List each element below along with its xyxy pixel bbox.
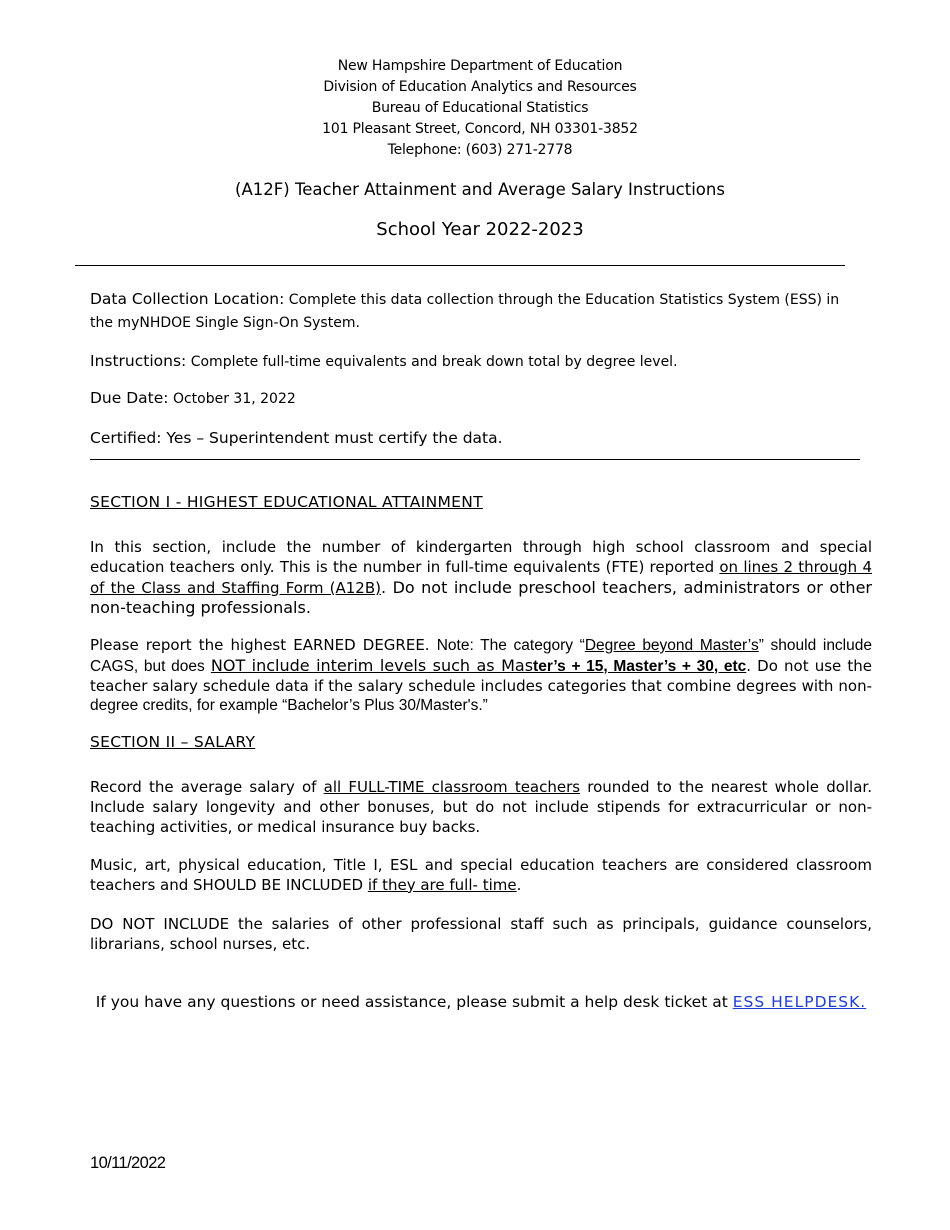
division-name: Division of Education Analytics and Resources	[323, 79, 637, 95]
p2-text-h: degree credits, for example “Bachelor’s Plus 30/Master's.”	[90, 697, 488, 715]
section-2-paragraph-3: DO NOT INCLUDE the salaries of other professional staff such as principals, guidance counselors, librarians, school nurses, etc.	[90, 915, 872, 953]
p2-text-a: Please report the highest EARNED DEGREE.	[90, 636, 430, 654]
p2-exclusion-a: NOT include interim levels such as Mas	[210, 655, 534, 675]
p2-text-d: ” should include CAGS, but does	[90, 637, 872, 675]
p3-text-b: rounded to the nearest whole dollar. Include salary longevity and other bonuses, but do not include stipends for extracurricular or non-teaching activities, or medical insurance buy backs.	[90, 778, 872, 836]
divider-meta	[90, 459, 860, 460]
due-date-text: October 31, 2022	[172, 391, 296, 407]
help-line	[0, 993, 950, 1011]
p4-text-a: Music, art, physical education, Title I, ESL and special education teachers are considered classroom teachers and SHOULD BE INCLUDED	[90, 856, 872, 894]
instructions-label: Instructions:	[90, 352, 187, 370]
p3-text-a: Record the average salary of	[90, 778, 317, 796]
footer-date: 10/11/2022	[90, 1154, 166, 1172]
p2-exclusion-b: ter’s + 15, Master’s + 30, etc	[533, 657, 747, 675]
divider-top	[75, 265, 845, 266]
data-collection-location	[90, 288, 850, 335]
address: 101 Pleasant Street, Concord, NH 03301-3852	[322, 121, 638, 137]
location-label: Data Collection Location:	[90, 290, 285, 308]
telephone: Telephone: (603) 271-2778	[387, 142, 573, 158]
p2-category-name: Degree beyond Master’s	[584, 637, 759, 654]
p4-underlined: if they are full- time	[367, 875, 517, 894]
p3-underlined: all FULL-TIME classroom teachers	[323, 778, 581, 796]
instructions	[90, 350, 850, 374]
certified-text: Yes – Superintendent must certify the data.	[166, 429, 503, 447]
p1-form-reference: on lines 2 through 4 of the Class and Staffing Form (A12B)	[90, 557, 872, 597]
section-1-paragraph-2	[90, 636, 872, 716]
due-date-label: Due Date:	[90, 389, 169, 407]
p4-text-b: .	[516, 875, 522, 894]
org-name: New Hampshire Department of Education	[337, 58, 623, 74]
section-2-paragraph-2	[90, 856, 872, 896]
section-1-heading: SECTION I - HIGHEST EDUCATIONAL ATTAINMENT	[90, 493, 483, 511]
p2-text-g: . Do not use the teacher salary schedule data if the salary schedule includes categories that combine degrees with non-	[90, 656, 872, 695]
school-year: School Year 2022-2023	[376, 219, 584, 240]
instructions-text: Complete full-time equivalents and break down total by degree level.	[190, 354, 678, 370]
certified	[90, 427, 850, 450]
document-title: (A12F) Teacher Attainment and Average Salary Instructions	[235, 180, 725, 199]
certified-label: Certified:	[90, 429, 162, 447]
ess-helpdesk-link[interactable]: ESS HELPDESK.	[732, 993, 867, 1011]
bureau-name: Bureau of Educational Statistics	[371, 100, 589, 116]
section-1-paragraph-1	[90, 538, 872, 619]
section-2-heading: SECTION II – SALARY	[90, 733, 256, 751]
letterhead	[0, 56, 950, 161]
section-2-paragraph-1	[90, 778, 872, 837]
p1-text-a: In this section, include the number of kindergarten through high school classroom and special education teachers only. This is the number in full-time equivalents (FTE) reported	[90, 538, 872, 576]
p1-text-b: . Do not include preschool teachers, administrators or other non-teaching professionals.	[90, 577, 872, 618]
location-text: Complete this data collection through the Education Statistics System (ESS) in the myNHDOE Single Sign-On System.	[90, 292, 840, 331]
p2-text-b: Note: The category “	[436, 637, 585, 654]
due-date	[90, 387, 850, 411]
help-text: If you have any questions or need assistance, please submit a help desk ticket at	[95, 993, 728, 1011]
